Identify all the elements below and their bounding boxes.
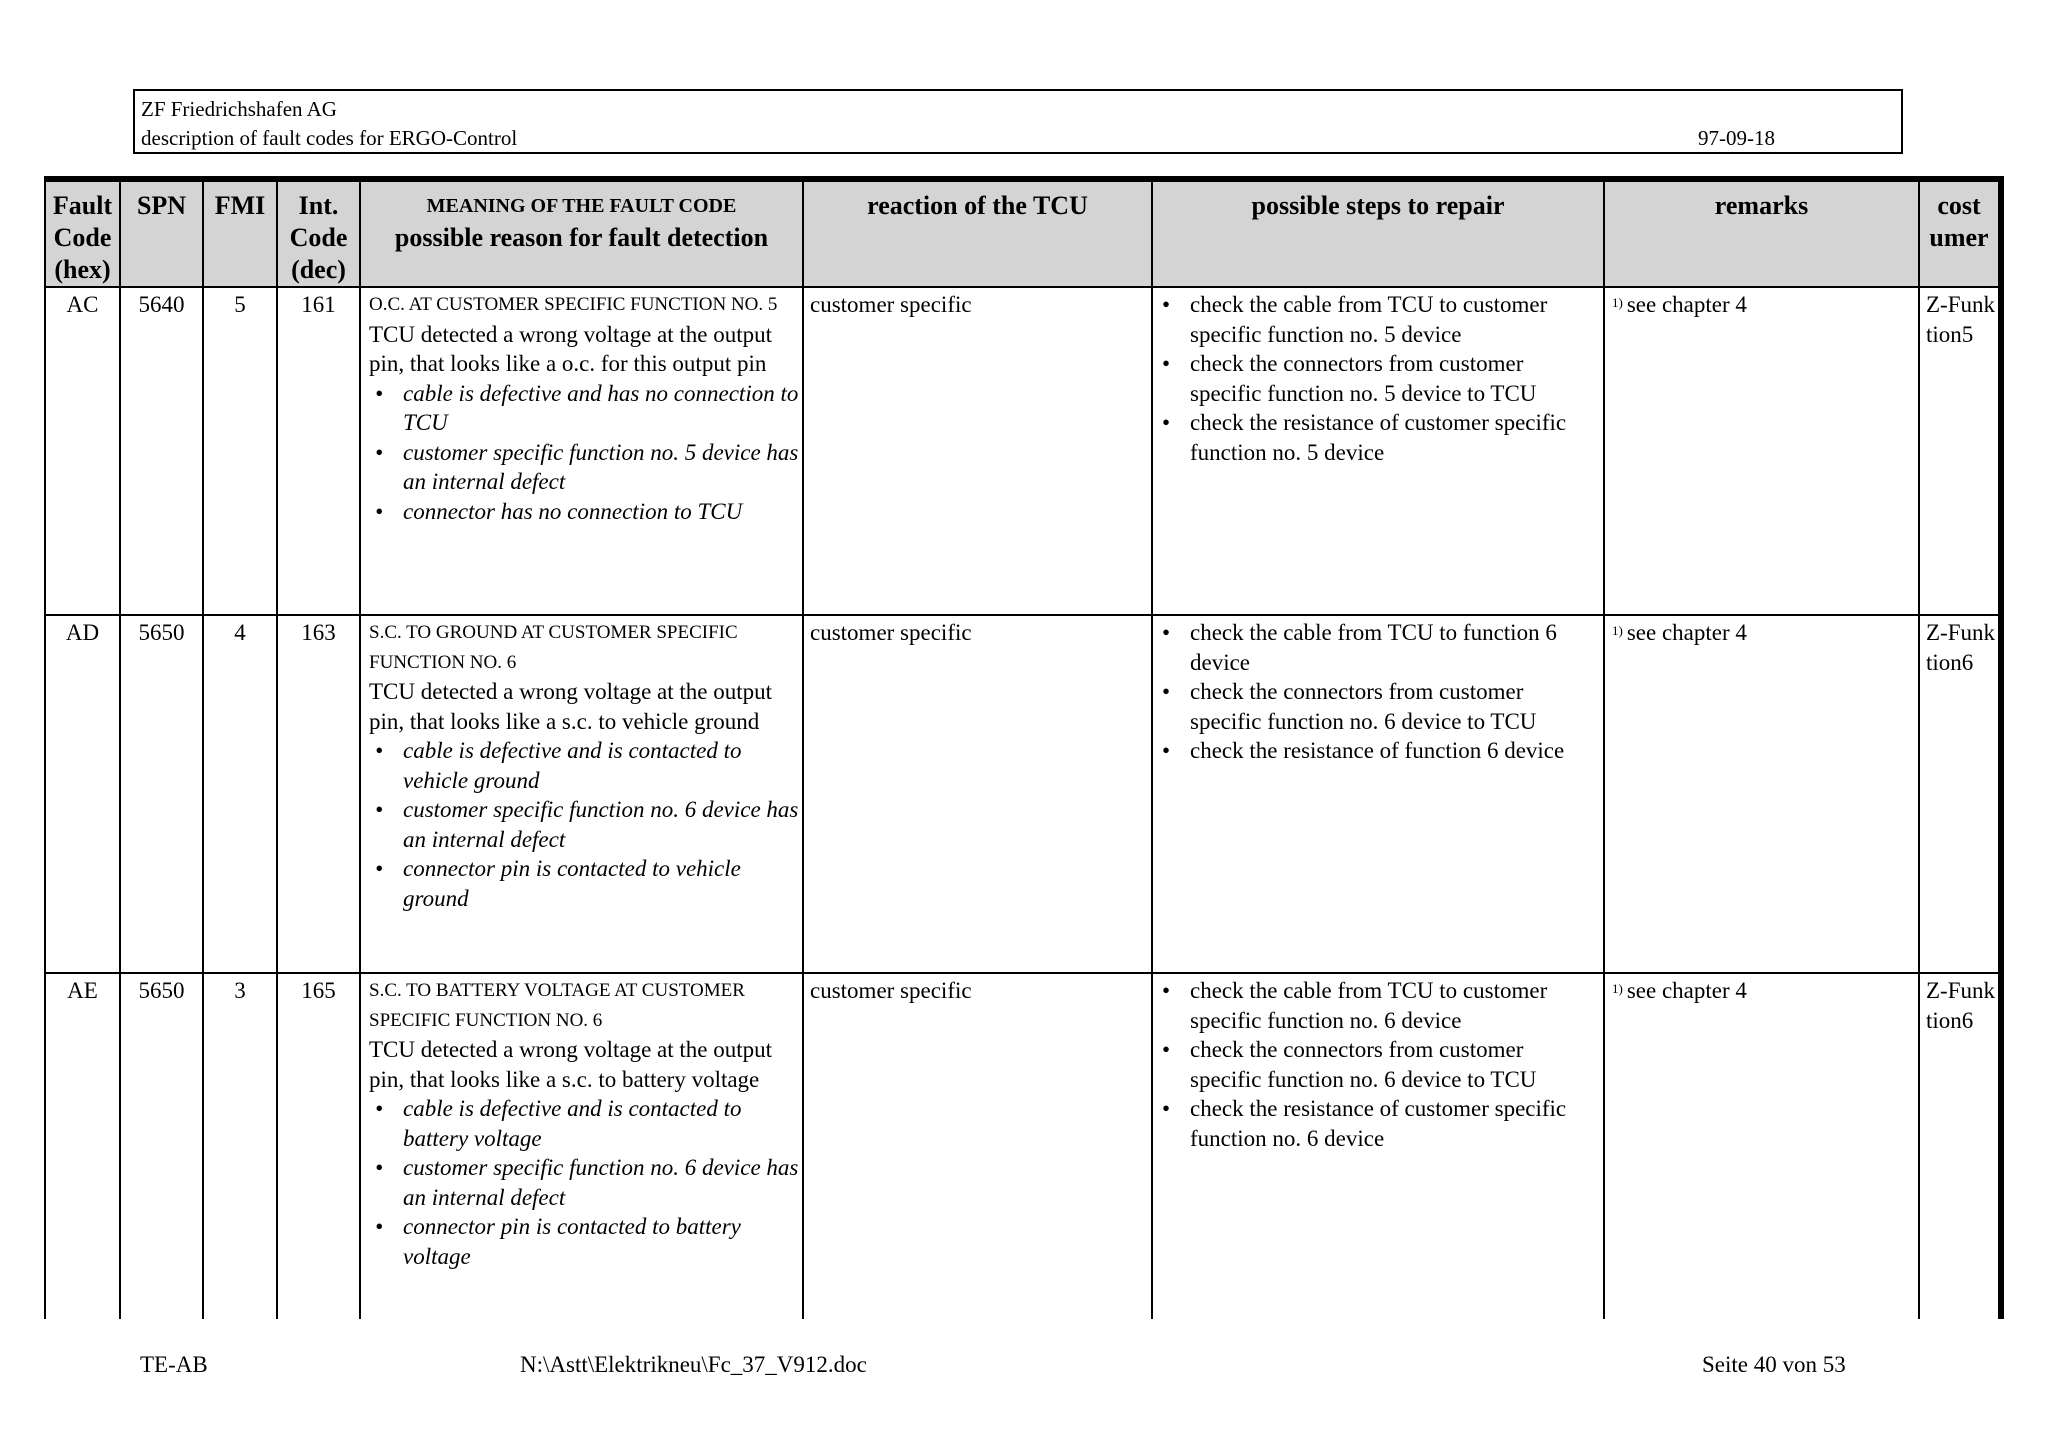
column-divider: [276, 182, 278, 1319]
header-int-code-line2: Code: [289, 223, 348, 252]
reason-list: [369, 1094, 799, 1271]
int-code-cell: 165: [301, 978, 336, 1003]
fault-detection-text: TCU detected a wrong voltage at the output pin, that looks like a s.c. to battery voltage: [369, 1037, 773, 1092]
column-divider: [119, 182, 121, 1319]
reason-item: • connector pin is contacted to vehicle ground: [369, 854, 799, 913]
column-divider: [359, 182, 361, 1319]
company-name: ZF Friedrichshafen AG: [141, 97, 337, 121]
header-meaning: [361, 190, 802, 254]
customer-cell: Z-Funktion6: [1926, 978, 1995, 1033]
header-meaning-subtitle: possible reason for fault detection: [394, 223, 769, 252]
repair-item: • check the cable from TCU to customer specific function no. 5 device: [1156, 290, 1600, 349]
int-code-cell: 161: [301, 292, 336, 317]
header-int-code-line3: (dec): [291, 255, 346, 284]
footer-department: TE-AB: [140, 1352, 208, 1377]
header-int-code-line1: Int.: [298, 191, 339, 220]
header-int-code: [278, 190, 359, 286]
customer-cell: Z-Funktion6: [1926, 620, 1995, 675]
document-date: 97-09-18: [1698, 126, 1775, 150]
reason-item: • connector pin is contacted to battery voltage: [369, 1212, 799, 1271]
header-meaning-title: MEANING OF THE FAULT CODE: [426, 195, 737, 217]
reason-item: • customer specific function no. 5 device has an internal defect: [369, 438, 799, 497]
row-divider: [44, 972, 1998, 974]
reason-list: [369, 736, 799, 913]
header-customer: [1920, 190, 1998, 254]
header-fault-code: [46, 190, 119, 286]
remark-text: see chapter 4: [1626, 620, 1747, 645]
column-divider: [802, 182, 804, 1319]
column-divider: [44, 182, 46, 1319]
header-remarks: remarks: [1714, 191, 1809, 220]
fmi-cell: 3: [234, 978, 246, 1003]
reason-item: • cable is defective and is contacted to vehicle ground: [369, 736, 799, 795]
fault-title: O.C. AT CUSTOMER SPECIFIC FUNCTION NO. 5: [369, 294, 778, 315]
remarks-cell: [1612, 290, 1912, 320]
footnote-marker: 1): [1612, 623, 1623, 638]
meaning-cell: [369, 976, 799, 1271]
fault-code-cell: AD: [65, 620, 100, 645]
repair-item: • check the connectors from customer specific function no. 6 device to TCU: [1156, 677, 1600, 736]
spn-cell: 5650: [138, 620, 185, 645]
repair-item: • check the connectors from customer specific function no. 6 device to TCU: [1156, 1035, 1600, 1094]
header-reaction: reaction of the TCU: [867, 191, 1088, 220]
meaning-cell: [369, 618, 799, 913]
header-fault-code-line3: (hex): [54, 255, 111, 284]
header-fmi: FMI: [214, 191, 266, 220]
repair-item: • check the connectors from customer specific function no. 5 device to TCU: [1156, 349, 1600, 408]
repair-list: [1156, 976, 1600, 1153]
customer-cell: Z-Funktion5: [1926, 292, 1995, 347]
reason-item: • connector has no connection to TCU: [369, 497, 799, 527]
fmi-cell: 5: [234, 292, 246, 317]
footer-page-number: Seite 40 von 53: [1702, 1352, 1846, 1377]
remark-text: see chapter 4: [1626, 292, 1747, 317]
repair-cell: [1156, 976, 1600, 1153]
column-divider: [1603, 182, 1605, 1319]
repair-item: • check the resistance of function 6 device: [1156, 736, 1600, 766]
column-divider: [202, 182, 204, 1319]
fault-code-table: [44, 176, 2004, 1319]
document-header: [133, 89, 1903, 154]
repair-item: • check the cable from TCU to customer specific function no. 6 device: [1156, 976, 1600, 1035]
document-description: description of fault codes for ERGO-Control: [141, 126, 518, 150]
reason-item: • customer specific function no. 6 device has an internal defect: [369, 1153, 799, 1212]
fault-detection-text: TCU detected a wrong voltage at the output pin, that looks like a o.c. for this output pin: [369, 321, 773, 376]
fault-code-cell: AE: [67, 978, 98, 1003]
header-repair: possible steps to repair: [1251, 191, 1505, 220]
meaning-cell: [369, 290, 799, 526]
footnote-marker: 1): [1612, 295, 1623, 310]
fault-code-cell: AC: [66, 292, 99, 317]
repair-cell: [1156, 618, 1600, 766]
header-fault-code-line2: Code: [53, 223, 112, 252]
reason-list: [369, 379, 799, 527]
header-spn: SPN: [136, 191, 187, 220]
remark-text: see chapter 4: [1626, 978, 1747, 1003]
column-divider: [1151, 182, 1153, 1319]
repair-item: • check the cable from TCU to function 6 device: [1156, 618, 1600, 677]
repair-list: [1156, 618, 1600, 766]
fault-detection-text: TCU detected a wrong voltage at the output pin, that looks like a s.c. to vehicle ground: [369, 679, 773, 734]
header-customer-line2: umer: [1929, 223, 1989, 252]
column-divider: [1918, 182, 1920, 1319]
reason-item: • cable is defective and has no connection to TCU: [369, 379, 799, 438]
reaction-cell: customer specific: [810, 620, 972, 645]
footnote-marker: 1): [1612, 981, 1623, 996]
remarks-cell: [1612, 976, 1912, 1006]
header-customer-line1: cost: [1937, 191, 1981, 220]
remarks-cell: [1612, 618, 1912, 648]
reaction-cell: customer specific: [810, 292, 972, 317]
fmi-cell: 4: [234, 620, 246, 645]
int-code-cell: 163: [301, 620, 336, 645]
repair-list: [1156, 290, 1600, 467]
repair-cell: [1156, 290, 1600, 467]
repair-item: • check the resistance of customer specific function no. 5 device: [1156, 408, 1600, 467]
row-divider: [44, 614, 1998, 616]
fault-title: S.C. TO BATTERY VOLTAGE AT CUSTOMER SPECIFIC FUNCTION NO. 6: [369, 980, 745, 1031]
fault-title: S.C. TO GROUND AT CUSTOMER SPECIFIC FUNCTION NO. 6: [369, 622, 738, 673]
row-divider: [44, 286, 1998, 288]
reason-item: • cable is defective and is contacted to battery voltage: [369, 1094, 799, 1153]
header-fault-code-line1: Fault: [52, 191, 113, 220]
spn-cell: 5650: [138, 978, 185, 1003]
reaction-cell: customer specific: [810, 978, 972, 1003]
repair-item: • check the resistance of customer specific function no. 6 device: [1156, 1094, 1600, 1153]
footer-file-path: N:\Astt\Elektrikneu\Fc_37_V912.doc: [520, 1352, 867, 1377]
spn-cell: 5640: [138, 292, 185, 317]
reason-item: • customer specific function no. 6 device has an internal defect: [369, 795, 799, 854]
